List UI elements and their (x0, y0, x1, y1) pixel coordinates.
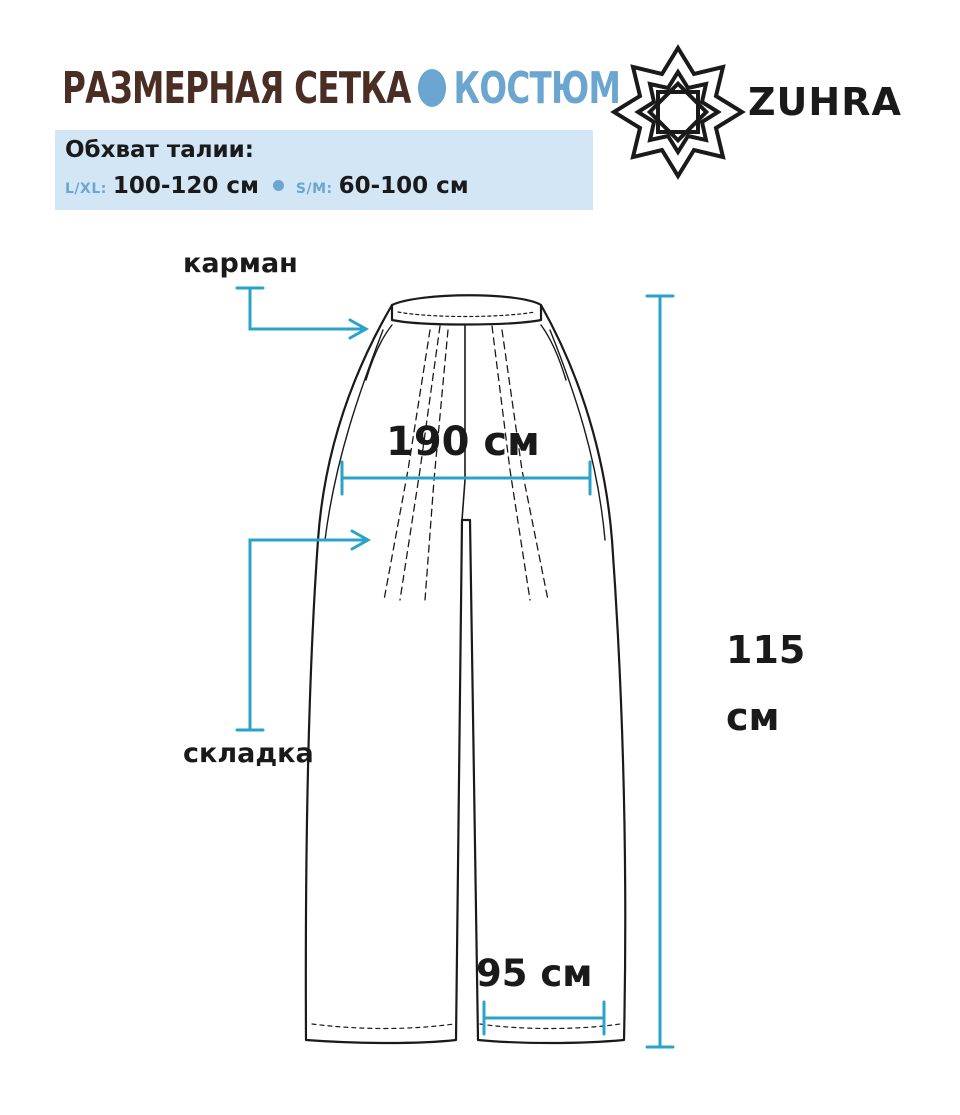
pleat-label: складка (183, 738, 314, 769)
logo-text: ZUHRA (748, 80, 902, 124)
length-measurement-unit: см (726, 695, 780, 739)
size-sm-value: 60-100 см (338, 173, 469, 199)
left-side-seam (325, 330, 383, 540)
width-measurement: 190 см (386, 419, 540, 465)
right-pocket-line (541, 325, 566, 380)
waist-heading: Обхват талии: (65, 137, 254, 163)
pocket-pointer (237, 288, 362, 329)
length-measurement-value: 115 (726, 628, 806, 672)
hem-measurement: 95 см (476, 952, 593, 995)
title-sub: КОСТЮМ (453, 62, 621, 114)
size-lxl-value: 100-120 см (112, 173, 259, 199)
waistband-elastic (398, 312, 535, 317)
title-main: РАЗМЕРНАЯ СЕТКА (62, 62, 411, 114)
size-lxl-label: L/XL: (65, 181, 107, 197)
pocket-label: карман (183, 248, 298, 279)
pleat-pointer (237, 540, 364, 730)
right-side-seam (550, 330, 605, 540)
size-sm-label: S/M: (295, 181, 333, 197)
hem-stitch-right (480, 1024, 620, 1029)
left-pocket-line (366, 325, 392, 380)
waistband-outline (392, 295, 541, 324)
hem-stitch-left (312, 1024, 454, 1029)
